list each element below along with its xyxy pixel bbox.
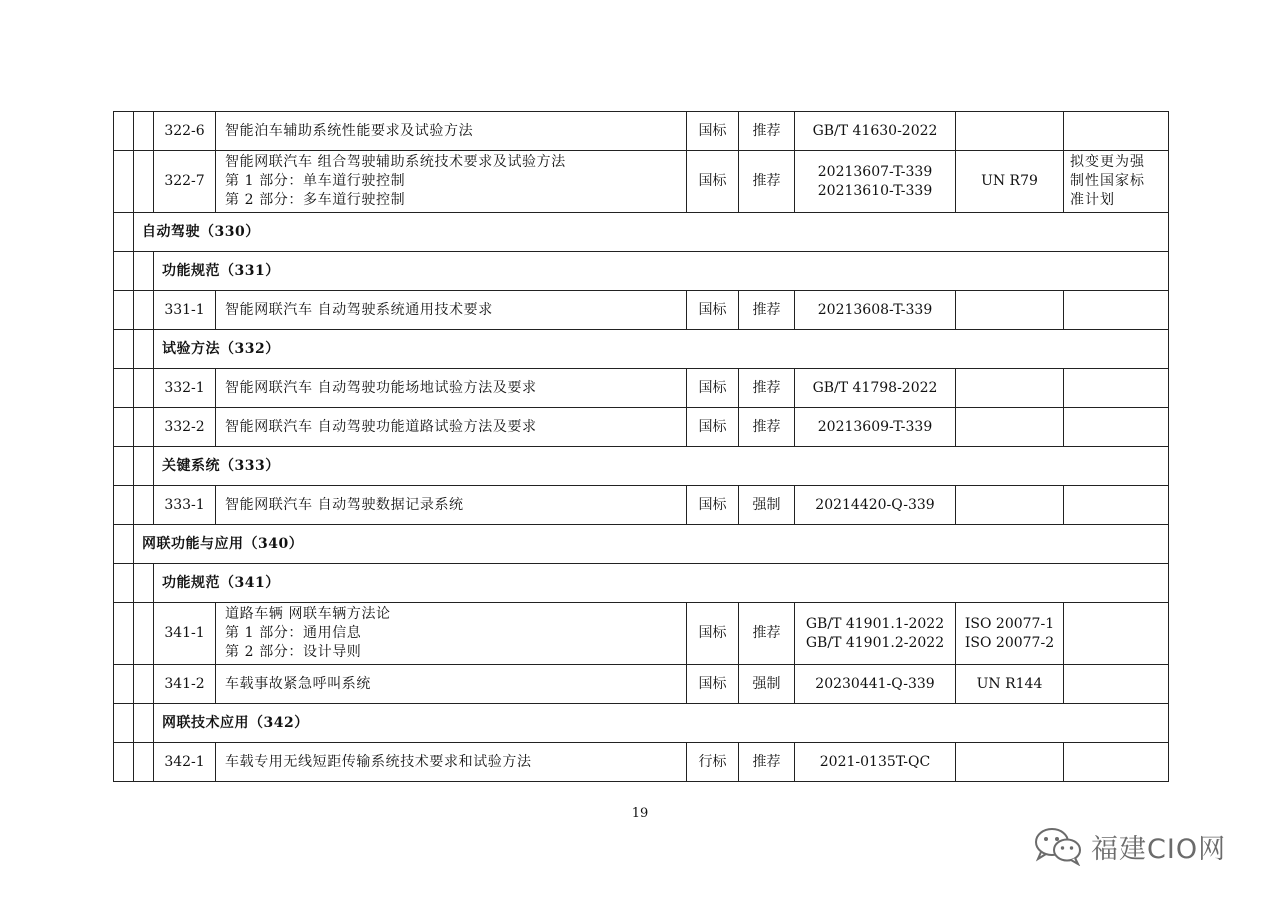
international-ref bbox=[956, 486, 1064, 525]
group-border-cell bbox=[114, 603, 134, 665]
standard-number: 20214420-Q-339 bbox=[795, 486, 956, 525]
standard-nature: 推荐 bbox=[739, 408, 795, 447]
standard-name: 智能泊车辅助系统性能要求及试验方法 bbox=[216, 112, 687, 151]
standard-number: GB/T 41630-2022 bbox=[795, 112, 956, 151]
remark-line: 准计划 bbox=[1070, 192, 1115, 208]
remark-line: 拟变更为强 bbox=[1070, 154, 1145, 170]
standard-type: 国标 bbox=[687, 408, 739, 447]
group-border-cell bbox=[134, 112, 154, 151]
group-border-cell bbox=[114, 564, 134, 603]
standard-type: 国标 bbox=[687, 291, 739, 330]
remark bbox=[1064, 151, 1169, 213]
group-border-cell bbox=[134, 486, 154, 525]
standard-nature: 推荐 bbox=[739, 603, 795, 665]
standard-number: 20213609-T-339 bbox=[795, 408, 956, 447]
table-row bbox=[114, 603, 1169, 665]
subsection-title: 功能规范（331） bbox=[154, 252, 1169, 291]
table-row bbox=[114, 369, 1169, 408]
row-number: 333-1 bbox=[154, 486, 216, 525]
standard-type: 国标 bbox=[687, 486, 739, 525]
standard-number: 2021-0135T-QC bbox=[795, 743, 956, 782]
standard-name: 智能网联汽车 自动驾驶系统通用技术要求 bbox=[216, 291, 687, 330]
remark-line: 制性国家标 bbox=[1070, 173, 1145, 189]
group-border-cell bbox=[134, 291, 154, 330]
subsection-title: 关键系统（333） bbox=[154, 447, 1169, 486]
group-border-cell bbox=[134, 151, 154, 213]
subsection-title: 试验方法（332） bbox=[154, 330, 1169, 369]
group-border-cell bbox=[134, 603, 154, 665]
international-ref-line: ISO 20077-1 bbox=[964, 615, 1055, 632]
group-border-cell bbox=[114, 151, 134, 213]
group-border-cell bbox=[114, 665, 134, 704]
standard-number: 20213608-T-339 bbox=[795, 291, 956, 330]
standard-nature: 推荐 bbox=[739, 112, 795, 151]
group-border-cell bbox=[134, 252, 154, 291]
group-border-cell bbox=[114, 330, 134, 369]
standard-type: 国标 bbox=[687, 151, 739, 213]
group-border-cell bbox=[134, 704, 154, 743]
group-border-cell bbox=[114, 408, 134, 447]
standard-nature: 强制 bbox=[739, 486, 795, 525]
remark bbox=[1064, 369, 1169, 408]
subsection-row bbox=[114, 564, 1169, 603]
standard-nature: 推荐 bbox=[739, 369, 795, 408]
remark bbox=[1064, 743, 1169, 782]
remark bbox=[1064, 486, 1169, 525]
remark bbox=[1064, 603, 1169, 665]
group-border-cell bbox=[114, 525, 134, 564]
standard-name-line: 道路车辆 网联车辆方法论 bbox=[225, 606, 391, 622]
international-ref bbox=[956, 112, 1064, 151]
standard-nature: 推荐 bbox=[739, 151, 795, 213]
standard-number-line: 20213607-T-339 bbox=[817, 163, 933, 180]
table-row bbox=[114, 743, 1169, 782]
standards-table bbox=[113, 111, 1169, 782]
group-border-cell bbox=[114, 447, 134, 486]
group-border-cell bbox=[114, 704, 134, 743]
standard-name: 车载事故紧急呼叫系统 bbox=[216, 665, 687, 704]
group-border-cell bbox=[134, 447, 154, 486]
page-number: 19 bbox=[631, 806, 649, 821]
standard-number-line: GB/T 41901.1-2022 bbox=[805, 615, 945, 632]
standard-type: 国标 bbox=[687, 603, 739, 665]
standard-number: GB/T 41798-2022 bbox=[795, 369, 956, 408]
row-number: 341-1 bbox=[154, 603, 216, 665]
group-border-cell bbox=[114, 112, 134, 151]
row-number: 332-2 bbox=[154, 408, 216, 447]
standard-name-line: 第 1 部分：通用信息 bbox=[225, 625, 362, 641]
table-row bbox=[114, 486, 1169, 525]
standard-number: 20230441-Q-339 bbox=[795, 665, 956, 704]
row-number: 341-2 bbox=[154, 665, 216, 704]
group-border-cell bbox=[134, 369, 154, 408]
group-border-cell bbox=[134, 330, 154, 369]
standard-type: 国标 bbox=[687, 369, 739, 408]
international-ref bbox=[956, 291, 1064, 330]
standard-nature: 推荐 bbox=[739, 743, 795, 782]
row-number: 322-6 bbox=[154, 112, 216, 151]
group-border-cell bbox=[134, 564, 154, 603]
standard-number bbox=[795, 151, 956, 213]
standard-nature: 推荐 bbox=[739, 291, 795, 330]
group-border-cell bbox=[134, 408, 154, 447]
remark bbox=[1064, 665, 1169, 704]
international-ref-line: ISO 20077-2 bbox=[964, 634, 1055, 651]
row-number: 322-7 bbox=[154, 151, 216, 213]
table-row bbox=[114, 112, 1169, 151]
international-ref: UN R79 bbox=[956, 151, 1064, 213]
international-ref bbox=[956, 603, 1064, 665]
row-number: 342-1 bbox=[154, 743, 216, 782]
watermark bbox=[1033, 826, 1226, 866]
subsection-row bbox=[114, 447, 1169, 486]
group-border-cell bbox=[114, 252, 134, 291]
wechat-icon bbox=[1033, 826, 1085, 866]
international-ref bbox=[956, 743, 1064, 782]
international-ref bbox=[956, 408, 1064, 447]
subsection-row bbox=[114, 704, 1169, 743]
group-border-cell bbox=[134, 665, 154, 704]
row-number: 331-1 bbox=[154, 291, 216, 330]
subsection-row bbox=[114, 330, 1169, 369]
standard-name: 车载专用无线短距传输系统技术要求和试验方法 bbox=[216, 743, 687, 782]
section-row bbox=[114, 525, 1169, 564]
remark bbox=[1064, 408, 1169, 447]
subsection-title: 功能规范（341） bbox=[154, 564, 1169, 603]
section-title: 自动驾驶（330） bbox=[134, 213, 1169, 252]
standard-name bbox=[216, 151, 687, 213]
group-border-cell bbox=[114, 369, 134, 408]
standards-table-container bbox=[113, 111, 1169, 782]
remark bbox=[1064, 112, 1169, 151]
row-number: 332-1 bbox=[154, 369, 216, 408]
subsection-row bbox=[114, 252, 1169, 291]
section-row bbox=[114, 213, 1169, 252]
international-ref bbox=[956, 369, 1064, 408]
standard-type: 国标 bbox=[687, 112, 739, 151]
group-border-cell bbox=[114, 213, 134, 252]
remark bbox=[1064, 291, 1169, 330]
standard-name-line: 第 2 部分：多车道行驶控制 bbox=[225, 192, 406, 208]
standard-type: 国标 bbox=[687, 665, 739, 704]
group-border-cell bbox=[114, 743, 134, 782]
international-ref: UN R144 bbox=[956, 665, 1064, 704]
standard-number bbox=[795, 603, 956, 665]
table-row bbox=[114, 408, 1169, 447]
standard-name: 智能网联汽车 自动驾驶功能道路试验方法及要求 bbox=[216, 408, 687, 447]
standard-name: 智能网联汽车 自动驾驶数据记录系统 bbox=[216, 486, 687, 525]
standard-number-line: GB/T 41901.2-2022 bbox=[805, 634, 945, 651]
table-row bbox=[114, 291, 1169, 330]
table-row bbox=[114, 665, 1169, 704]
standard-name-line: 智能网联汽车 组合驾驶辅助系统技术要求及试验方法 bbox=[225, 154, 566, 170]
standard-name bbox=[216, 603, 687, 665]
table-row bbox=[114, 151, 1169, 213]
section-title: 网联功能与应用（340） bbox=[134, 525, 1169, 564]
group-border-cell bbox=[134, 743, 154, 782]
standard-type: 行标 bbox=[687, 743, 739, 782]
subsection-title: 网联技术应用（342） bbox=[154, 704, 1169, 743]
group-border-cell bbox=[114, 291, 134, 330]
standard-nature: 强制 bbox=[739, 665, 795, 704]
standard-number-line: 20213610-T-339 bbox=[817, 182, 933, 199]
standard-name-line: 第 1 部分：单车道行驶控制 bbox=[225, 173, 406, 189]
standard-name-line: 第 2 部分：设计导则 bbox=[225, 644, 362, 660]
standard-name: 智能网联汽车 自动驾驶功能场地试验方法及要求 bbox=[216, 369, 687, 408]
group-border-cell bbox=[114, 486, 134, 525]
watermark-text: 福建CIO网 bbox=[1091, 833, 1227, 865]
